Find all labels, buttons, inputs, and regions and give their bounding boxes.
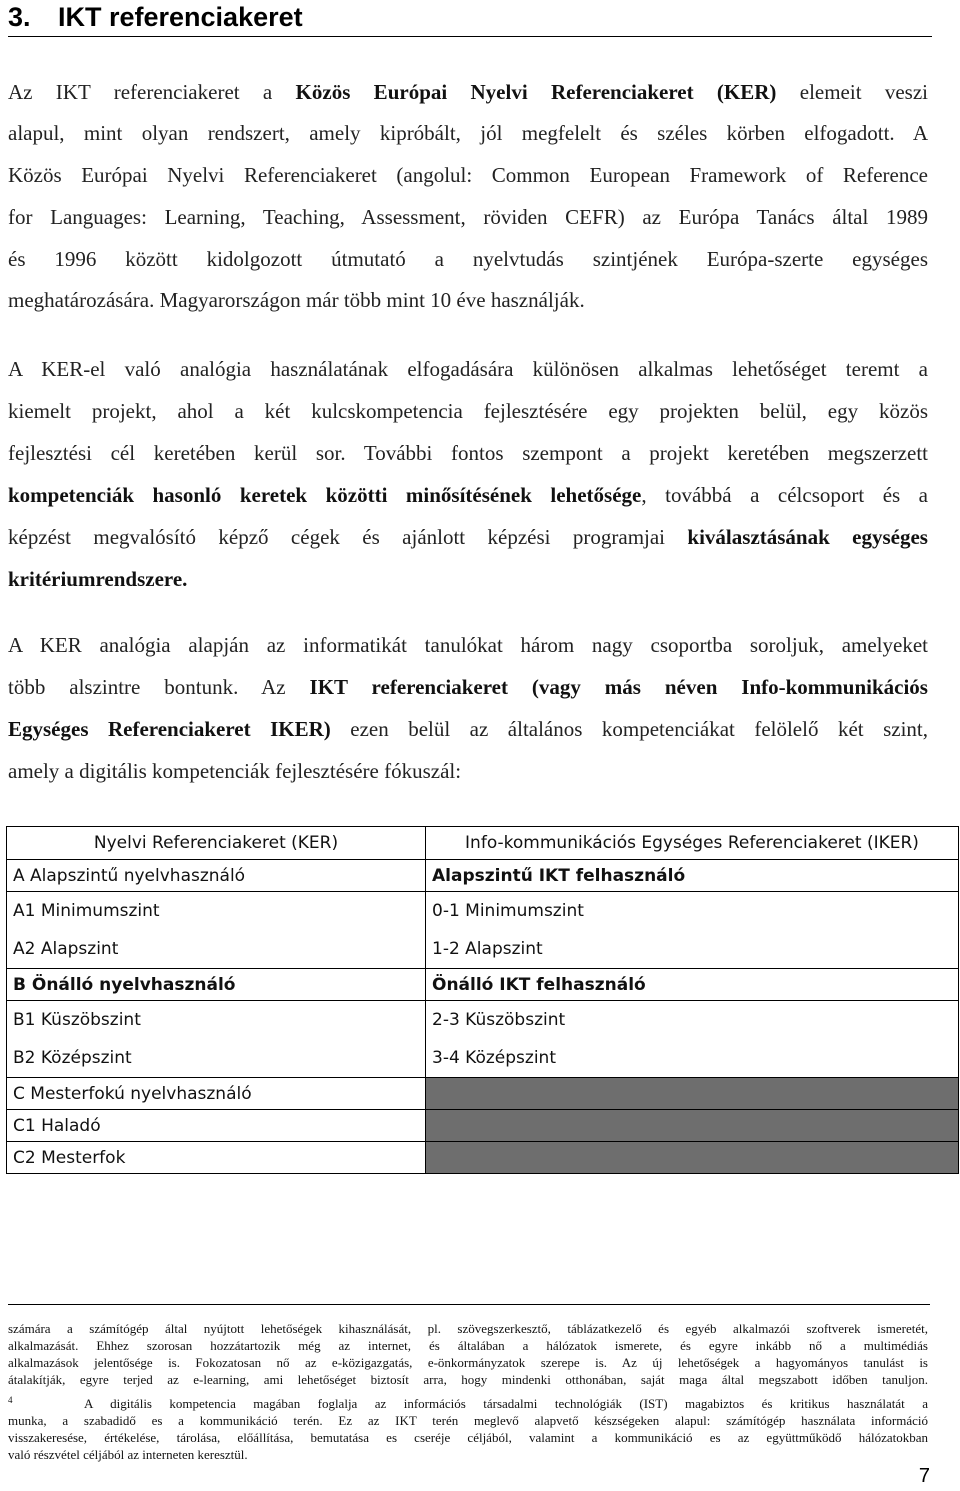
table-cell: A2 Alapszint [7,930,426,969]
text-line: kritériumrendszere. [8,567,188,591]
text-line: alapul, mint olyan rendszert, amely kipróbált, jól megfelelt és széles körben elfogadott. A [8,121,928,145]
table-cell: C Mesterfokú nyelvhasználó [7,1078,426,1110]
footnote-line: számára a számítógép által nyújtott lehetőségek kihasználását, pl. szövegszerkesztő, táblázatkezelő és egyéb alkalmazói szoftverek ismeretét, [8,1321,928,1336]
text-line: Közös Európai Nyelvi Referenciakeret (angolul: Common European Framework of Reference [8,163,928,187]
footnote-line: való részvétel céljából az interneten keresztül. [8,1447,248,1462]
table-cell: C1 Haladó [7,1110,426,1142]
table-header-row [7,827,959,860]
table-cell: C2 Mesterfok [7,1142,426,1174]
text-line: fejlesztési cél keretében kerül sor. További fontos szempont a projekt keretében megszerzett [8,441,928,465]
footnote-line: alkalmazását. Ehhez szorosan hozzátartozik még az internet, és általában a hálózatok ismerete, és egyre inkább nő a multimédiás [8,1338,928,1353]
table-row [7,1001,959,1040]
table-header-cell: Nyelvi Referenciakeret (KER) [7,827,426,860]
footnote-separator [8,1304,930,1305]
table-cell: B1 Küszöbszint [7,1001,426,1040]
table-cell: A Alapszintű nyelvhasználó [7,860,426,892]
table-cell: B Önálló nyelvhasználó [7,969,426,1001]
table-row [7,1039,959,1078]
table-row [7,1142,959,1174]
text-line: és 1996 között kidolgozott útmutató a nyelvtudás szintjének Európa-szerte egységes [8,247,928,271]
intro-paragraph [8,80,928,320]
text-line: kompetenciák hasonló keretek közötti minősítésének lehetősége, továbbá a célcsoport és a [8,483,928,507]
table-cell: A1 Minimumszint [7,892,426,931]
footnote-line: visszakeresése, értékelése, tárolása, előállítása, bemutatása es cseréje céljából, valamint a kommunikáció es az együttműködő hálózatokban [8,1430,928,1445]
text-line: Az IKT referenciakeret a Közös Európai Nyelvi Referenciakeret (KER) elemeit veszi [8,80,929,104]
text-line: for Languages: Learning, Teaching, Assessment, röviden CEFR) az Európa Tanács által 1989 [8,205,928,229]
table-row [7,1078,959,1110]
table-row [7,892,959,931]
text-line: meghatározására. Magyarországon már több mint 10 éve használják. [8,288,585,312]
text-line: A KER analógia alapján az informatikát tanulókat három nagy csoportba soroljuk, amelyeket [8,633,928,657]
text-line: képzést megvalósító képző cégek és ajánlott képzési programjai kiválasztásának egységes [8,525,928,549]
table-cell-empty [426,1110,959,1142]
section-number: 3. [8,2,31,32]
text-line: kiemelt projekt, ahol a két kulcskompetencia fejlesztésére egy projekten belül, egy közös [8,399,928,423]
text-line: több alszintre bontunk. Az IKT referenciakeret (vagy más néven Info-kommunikációs [8,675,928,699]
analogy-paragraph [8,357,928,597]
footnote-line: munka, a szabadidő es a kommunikáció terén. Ez az IKT terén meglevő alapvető készségeken alapul: számítógép használata információ [8,1413,928,1428]
table-cell-empty [426,1142,959,1174]
table-cell: Önálló IKT felhasználó [426,969,959,1001]
table-cell: 1-2 Alapszint [426,930,959,969]
footnote-line: A digitális kompetencia magában foglalja az információs társadalmi technológiák (IST) magabiztos és kritikus használatát a [84,1396,928,1411]
table-row [7,1110,959,1142]
footnote-marker: 4 [8,1395,13,1405]
text-line: A KER-el való analógia használatának elfogadására különösen alkalmas lehetőséget teremt a [8,357,928,381]
table-row [7,860,959,892]
framework-comparison-table [6,826,959,1174]
table-header-cell: Info-kommunikációs Egységes Referenciakeret (IKER) [426,827,959,860]
page-number: 7 [918,1465,930,1487]
text-line: amely a digitális kompetenciák fejlesztésére fókuszál: [8,759,462,783]
table-cell: 0-1 Minimumszint [426,892,959,931]
framework-paragraph [8,633,928,793]
text-line: Egységes Referenciakeret IKER) ezen belül az általános kompetenciákat felölelő két szint, [8,717,928,741]
table-row [7,930,959,969]
table-cell: 2-3 Küszöbszint [426,1001,959,1040]
table-cell-empty [426,1078,959,1110]
footnotes [8,1320,928,1470]
section-title: IKT referenciakeret [58,2,303,32]
table-cell: 3-4 Középszint [426,1039,959,1078]
table-row [7,969,959,1001]
section-heading [8,0,932,37]
footnote-line: alkalmazások jelentősége is. Fokozatosan nő az e-közigazgatás, e-önkormányzatok szerepe is. Az új lehetőségek a hagyományos tanulást is [8,1355,928,1370]
footnote-line: átalakítják, egyre terjed az e-learning, ami lehetőséget biztosít arra, hogy mindenki otthonában, saját maga által megszabott időben tanuljon. [8,1372,928,1387]
table-cell: B2 Középszint [7,1039,426,1078]
table-cell: Alapszintű IKT felhasználó [426,860,959,892]
